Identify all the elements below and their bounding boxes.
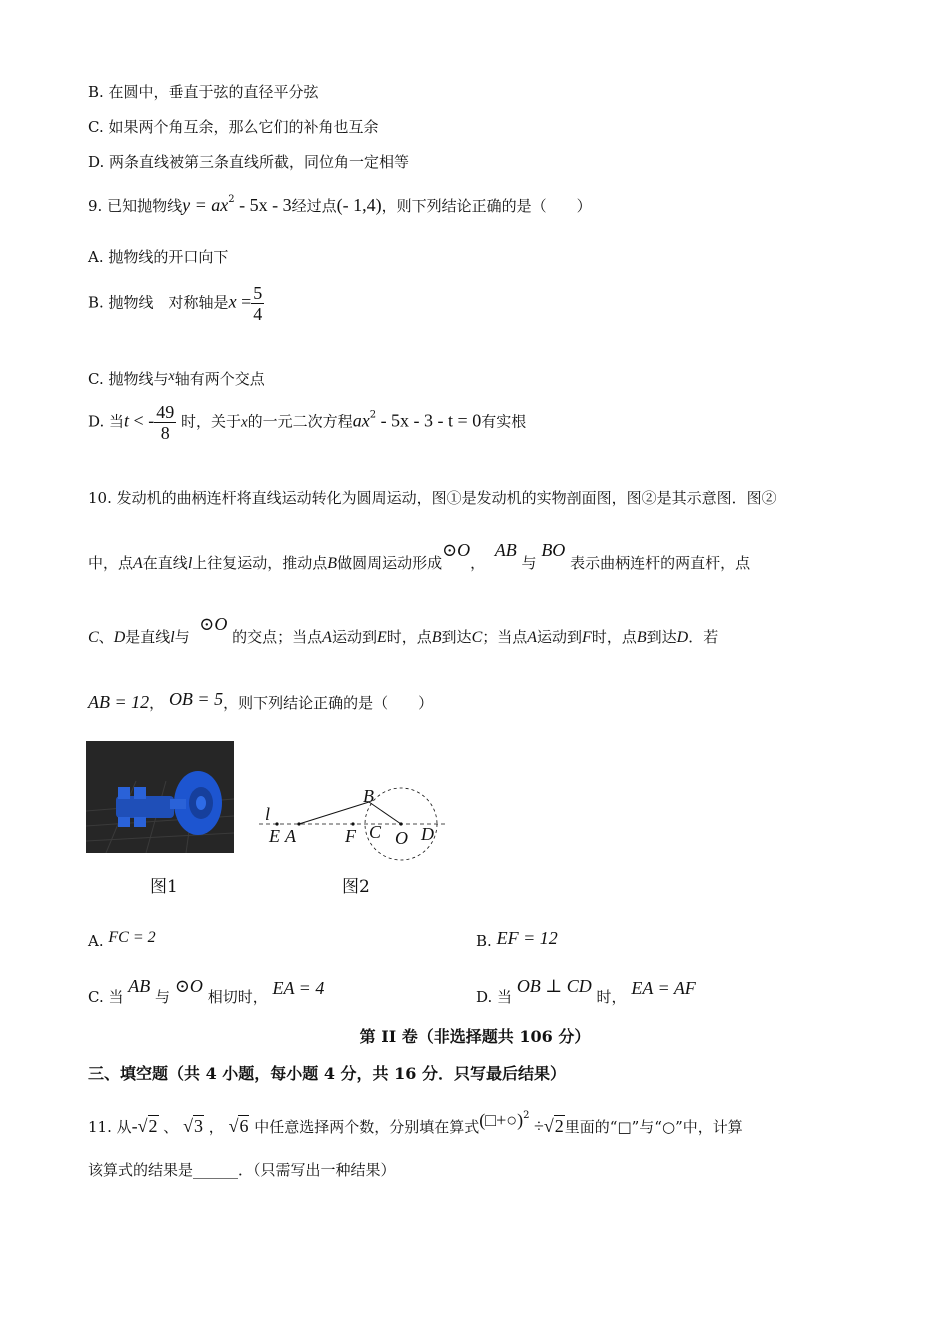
radicand: 6: [239, 1116, 249, 1136]
q10-text: 表示曲柄连杆的两直杆，点: [570, 554, 751, 572]
q9-option-d-mid2: 的一元二次方程: [247, 412, 353, 431]
q11-prefix: 11. 从: [88, 1118, 132, 1136]
q10-line-l: l: [187, 555, 193, 572]
q9-eq-tail: - 5x - 3: [234, 195, 292, 215]
fraction-denominator: 8: [160, 423, 170, 443]
q10-text: 与: [521, 554, 537, 572]
q10-line-3: [88, 614, 718, 648]
q10-line-2: [88, 540, 750, 574]
q10-text: ．若: [688, 628, 719, 646]
q10-text: 在直线: [142, 554, 188, 572]
q10-option-c-circle: ⊙O: [174, 976, 203, 996]
q9-option-b: [88, 283, 264, 324]
engine-photo: [86, 741, 234, 853]
q11-sep: ，: [208, 1118, 224, 1136]
q11-sqrt-6: √6: [228, 1116, 249, 1136]
q9-option-d-eq-a: ax: [352, 410, 370, 431]
q10-option-a-label: A.: [88, 932, 104, 950]
figure-2-caption: 图2: [342, 877, 370, 897]
q10-text: 做圆周运动形成: [337, 554, 443, 572]
q9-via: 经过点: [291, 197, 337, 215]
q10-bo: BO: [541, 540, 566, 560]
q10-text: 、: [98, 628, 114, 646]
q10-point-f: F: [582, 629, 592, 646]
q10-text: 与: [174, 628, 190, 646]
q10-option-c-mid: 相切时，: [207, 988, 268, 1006]
q8-option-d: D. 两条直线被第三条直线所截，同位角一定相等: [88, 153, 410, 171]
q10-option-c-ab: AB: [128, 976, 151, 996]
q10-option-a-expr: FC = 2: [108, 929, 156, 946]
q9-option-d-mid: 时，关于: [180, 412, 241, 431]
q9-option-b-x: x: [228, 291, 237, 312]
q10-option-d: [476, 976, 696, 1007]
q10-ab: AB: [494, 540, 517, 560]
q9-option-d-eq-tail: - 5x - 3 - t = 0: [376, 410, 482, 431]
q10-option-b: [476, 928, 558, 951]
q10-line-l: l: [170, 629, 175, 646]
q10-text: ，: [149, 694, 165, 712]
q10-text: 的交点；当点: [232, 628, 323, 646]
q10-text: ，: [470, 554, 486, 572]
fraction-numerator: 5: [253, 283, 263, 303]
label-c: C: [369, 822, 382, 842]
radicand: 3: [193, 1116, 203, 1136]
q11-sqrt-2: √2: [137, 1116, 158, 1136]
q9-option-a: A. 抛物线的开口向下: [88, 248, 229, 266]
q10-line-1: 10. 发动机的曲柄连杆将直线运动转化为圆周运动，图①是发动机的实物剖面图，图②是其示意图．图②: [88, 489, 777, 507]
q10-option-c-label: C. 当: [88, 988, 124, 1006]
q10-option-d-perp: OB ⊥ CD: [516, 976, 592, 996]
q10-point-a: A: [133, 555, 143, 572]
q10-option-c: [88, 976, 324, 1007]
q10-text: 是直线: [125, 628, 171, 646]
q9-option-d-suffix: 有实根: [481, 412, 527, 431]
q9-option-b-fraction: [251, 283, 264, 324]
fraction-denominator: 4: [253, 304, 263, 324]
q10-option-a: [88, 928, 156, 951]
q9-prefix: 9. 已知抛物线: [88, 197, 183, 215]
q10-point-b: B: [636, 629, 647, 646]
crank-diagram: [255, 782, 455, 864]
q10-option-b-expr: EF = 12: [496, 928, 558, 948]
label-e: E: [269, 826, 280, 846]
q10-option-c-with: 与: [155, 988, 171, 1006]
q10-point-a: A: [322, 629, 332, 646]
q10-text: ；当点: [482, 628, 528, 646]
q10-text: 运动到: [537, 628, 583, 646]
q10-text: 运动到: [331, 628, 377, 646]
radicand: 2: [148, 1116, 158, 1136]
q10-point-d: D: [676, 629, 689, 646]
q9-eq-y: y: [182, 195, 191, 215]
q9-stem: [88, 190, 592, 216]
q10-condition-ab: AB = 12: [88, 692, 150, 712]
q9-suffix: ，则下列结论正确的是（ ）: [381, 197, 592, 215]
q11-suffix: 里面的“□”与“○”中，计算: [564, 1118, 743, 1136]
q11-line-2: 该算式的结果是______．（只需写出一种结果）: [88, 1161, 396, 1179]
q10-option-d-label: D. 当: [476, 988, 513, 1006]
q8-option-b: B. 在圆中，垂直于弦的直径平分弦: [88, 83, 319, 101]
q10-text: 时，点: [386, 628, 432, 646]
rod-ab: [299, 802, 369, 824]
q10-text: ，则下列结论正确的是（ ）: [223, 694, 434, 712]
q9-point: (- 1,4): [336, 195, 382, 215]
q9-option-b-text: B. 抛物线 对称轴是: [88, 293, 229, 312]
label-f: F: [345, 826, 356, 846]
q8-option-c: C. 如果两个角互余，那么它们的补角也互余: [88, 118, 379, 136]
q11-expr-base: (□+○): [479, 1110, 524, 1130]
q10-point-a: A: [527, 629, 538, 646]
q10-text: 中，点: [88, 554, 134, 572]
label-o: O: [395, 828, 408, 848]
label-a: A: [285, 826, 296, 846]
q9-option-c-suffix: 轴有两个交点: [174, 370, 265, 388]
q10-option-b-label: B.: [476, 932, 492, 950]
q11-expr-sq: 2: [523, 1110, 530, 1121]
part-2-title: 第 II 卷（非选择题共 106 分）: [359, 1027, 591, 1046]
q11-expr-sqrt: √2: [543, 1116, 564, 1136]
q10-point-b: B: [327, 555, 338, 572]
q10-point-e: E: [376, 629, 387, 646]
radicand: 2: [554, 1116, 564, 1136]
fraction-numerator: 49: [156, 402, 175, 422]
q9-option-d-eq-sq: 2: [369, 409, 377, 421]
q11-minus-sign: -: [131, 1116, 138, 1136]
q11-sep: 、: [163, 1118, 179, 1136]
q9-option-c: [88, 367, 265, 389]
q9-option-d: [88, 402, 526, 443]
q9-option-d-fraction: [154, 402, 176, 443]
figure-1-caption: 图1: [150, 877, 178, 897]
q10-condition-ob: OB = 5: [168, 689, 224, 709]
q9-option-d-lt: < -: [129, 410, 155, 431]
q10-option-d-mid: 时，: [596, 988, 627, 1006]
q11-sqrt-3: √3: [183, 1116, 203, 1136]
q10-text: 上往复运动，推动点: [192, 554, 328, 572]
q10-line-4: [88, 689, 433, 713]
q10-circle-o: ⊙O: [442, 540, 471, 560]
label-d: D: [421, 824, 434, 844]
q10-point-c: C: [471, 629, 483, 646]
label-l: l: [265, 804, 271, 824]
q9-option-d-prefix: D. 当: [88, 412, 125, 431]
q10-point-d: D: [113, 629, 126, 646]
q9-option-c-x: x: [168, 369, 175, 384]
q11-stem: [88, 1106, 743, 1137]
q9-option-d-t: t: [124, 410, 130, 431]
q11-expr-div: ÷: [529, 1116, 544, 1136]
q10-option-c-expr: EA = 4: [272, 978, 325, 998]
point-o: [399, 822, 402, 825]
q9-option-b-eq: =: [236, 291, 252, 312]
q10-text: 时，点: [591, 628, 637, 646]
q10-circle-o: ⊙O: [199, 614, 228, 634]
q9-eq-sq: 2: [228, 194, 235, 205]
label-b: B: [363, 786, 374, 806]
q9-option-d-x: x: [241, 414, 248, 431]
q10-text: 到达: [646, 628, 677, 646]
q10-point-c: C: [88, 629, 99, 646]
section-3-title: 三、填空题（共 4 小题，每小题 4 分，共 16 分．只写最后结果）: [88, 1064, 566, 1083]
q10-text: 到达: [441, 628, 472, 646]
q9-eq-mid: = ax: [190, 195, 229, 215]
q11-mid: 中任意选择两个数，分别填在算式: [254, 1118, 480, 1136]
q9-option-c-prefix: C. 抛物线与: [88, 370, 169, 388]
point-a: [297, 822, 300, 825]
q10-option-d-expr: EA = AF: [631, 978, 696, 998]
q10-point-b: B: [431, 629, 442, 646]
